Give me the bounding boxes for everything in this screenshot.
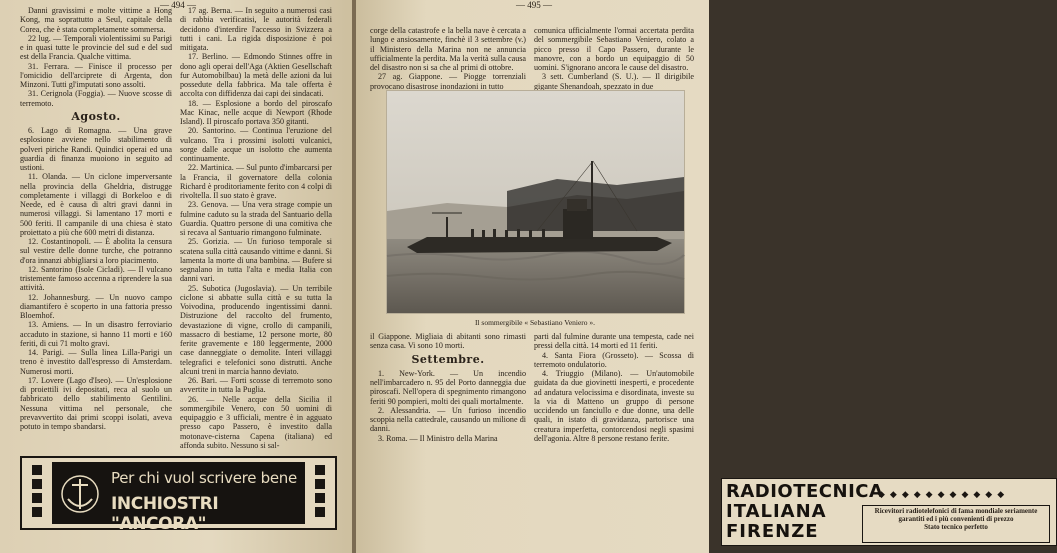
paragraph: 27 ag. Giappone. — Piogge torrenziali provocano disastrose inondazioni in tutto <box>370 72 526 91</box>
left-column-2 <box>180 6 332 450</box>
ad-description-2: Stato tecnico perfetto <box>924 523 988 531</box>
ancora-ink-advertisement <box>20 456 337 534</box>
left-page <box>0 0 352 553</box>
paragraph: 12. Santorino (Isole Cicladi). — Il vulcano tristemente famoso accenna a riprendere la sua attività. <box>20 264 172 293</box>
paragraph: 12. Costantinopoli. — È abolita la censura sul vestire delle donne turche, che potranno d'ora innanzi abbigliarsi a loro piacimento. <box>20 237 172 265</box>
ad-description: Ricevitori radiotelefonici di fama mondiale seriamente garantiti ed i più convenienti di prezzo <box>874 507 1038 523</box>
ad-brand-line-1: RADIOTECNICA <box>726 481 884 502</box>
paragraph: 22 lug. — Temporali violentissimi su Parigi e in quasi tutte le provincie del sud e del sud est della Francia. Qualche vittima. <box>20 33 172 62</box>
paragraph: corge della catastrofe e la bella nave è cercata a lungo e ansiosamente, finchè il 3 settembre (v.) il Ministero della Marina non ne annuncia ufficialmente la perdita. Ma la verità sulla causa del disastro non si sa che al primi di ottobre. <box>370 26 526 72</box>
ad-brand-line-3: FIRENZE <box>726 521 819 542</box>
left-column-1 <box>20 6 172 431</box>
paragraph: 17 ag. Berna. — In seguito a numerosi casi di rabbia verificatisi, le autorità federali decidono d'interdire l'accesso in Svizzera a tutti i cani. La rigida disposizione è poi mitigata. <box>180 6 332 52</box>
paragraph: 3 sett. Cumberland (S. U.). — Il dirigibile gigante Shenandoah, spezzato in due <box>534 72 694 91</box>
paragraph: 6. Lago di Romagna. — Una grave esplosione avviene nello stabilimento di polveri piriche Randi. Quindici operai ed una guardia di finanza muoiono in seguito ad ustioni. <box>20 126 172 172</box>
paragraph: 4. Santa Fiora (Grosseto). — Scossa di terremoto ondulatorio. <box>534 350 694 369</box>
ad-dots-decoration: ◆◆◆◆◆◆◆◆◆◆◆ <box>878 489 1010 499</box>
paragraph: 20. Santorino. — Continua l'eruzione del vulcano. Tra i prossimi isolotti vulcanici, sorge dalle acque un isolotto che aumenta continuamente. <box>180 126 332 163</box>
paragraph: 31. Ferrara. — Finisce il processo per l'omicidio dell'arciprete di Argenta, don Minzoni. Tutti gl'imputati sono assolti. <box>20 61 172 89</box>
ad-description-box <box>862 505 1050 543</box>
paragraph: il Giappone. Migliaia di abitanti sono rimasti senza casa. Vi sono 10 morti. <box>370 332 526 351</box>
paragraph: 13. Amiens. — In un disastro ferroviario accaduto in stazione, si hanno 11 morti e 160 feriti, di cui 71 molto gravi. <box>20 320 172 348</box>
ad-panel <box>52 462 305 534</box>
paragraph: 12. Johannesburg. — Un nuovo campo diamantifero è scoperto in una fattoria presso Bloemhof. <box>20 292 172 320</box>
ad-tagline: Per chi vuol scrivere bene <box>111 469 297 487</box>
paragraph: 25. Subotica (Jugoslavia). — Un terribile ciclone si abbatte sulla città e su tutta la Voivodina, producendo ingentissimi danni. Distruzione del raccolto del frumento, devastazione di vigne, crollo di campanili, massacro di bestiame, 12 persone morte, 80 ferite gravemente e 180 leggermente, 2000 case danneggiate o demolite. Interi villaggi telegrafici e telefonici sono distrutti. Anche alcuni treni in marcia hanno deviato. <box>180 283 332 376</box>
paragraph: 3. Roma. — Il Ministro della Marina <box>378 433 498 443</box>
paragraph: 26. — Nelle acque della Sicilia il sommergibile Venero, con 50 uomini di equipaggio e 3 ufficiali, mentre è in agguato presso capo Passero, è investito dalla motonave-cisterna Capena (italiana) ed affonda subito. Nessuno si sal- <box>180 394 332 450</box>
anchor-logo-icon <box>59 469 101 519</box>
right-column-2-bottom <box>534 332 694 443</box>
right-column-2-top <box>534 26 694 91</box>
paragraph: 17. Berlino. — Edmondo Stinnes offre in dono agli operai dell'Aga (Aktien Gesellschaft fur Automobilbau) la metà delle azioni da lui possedute della fabbrica. Ma tale offerta è accolta con diffidenza dai capi dei sindacati. <box>180 52 332 99</box>
ad-brand-line-2: ITALIANA <box>726 501 827 522</box>
paragraph: 2. Alessandria. — Un furioso incendio scoppia nella cattedrale, causando un milione di danni. <box>370 405 526 434</box>
paragraph: 31. Cerignola (Foggia). — Nuove scosse di terremoto. <box>20 89 172 108</box>
paragraph: 18. — Esplosione a bordo del piroscafo Mac Kinac, nelle acque di Newport (Rhode Island). Il piroscafo portava 350 gitanti. <box>180 98 332 126</box>
section-heading-settembre: Settembre. <box>411 352 485 366</box>
paragraph: Danni gravissimi e molte vittime a Hong Kong, ma soprattutto a Seul, capitale della Corea, che è stata completamente sommersa. <box>20 6 172 34</box>
photo-caption: Il sommergibile « Sebastiano Veniero ». <box>474 318 596 327</box>
left-page-number: — 494 — <box>160 0 196 10</box>
paragraph: parti dal fulmine durante una tempesta, cade nei pressi della città. 14 morti ed 11 feriti. <box>534 332 694 351</box>
right-column-1-bottom <box>370 332 526 443</box>
paragraph: 11. Olanda. — Un ciclone imperversante nella provincia della Gheldria, distrugge completamente i villaggi di Borkeloo e di Neede, ed è causa di altri gravi danni in numerosi villaggi. Si lamentano 17 morti e 500 feriti. Il campanile di una chiesa è stato proiettato a più che 600 metri di distanza. <box>20 172 172 237</box>
paragraph: 22. Martinica. — Sul punto d'imbarcarsi per la Francia, il governatore della colonia Richard è proditoriamente ferito con 4 colpi di rivoltella. Il suo stato è grave. <box>180 163 332 200</box>
right-page-number: — 495 — <box>516 0 552 10</box>
paragraph: 26. Bari. — Forti scosse di terremoto sono avvertite in tutta la Puglia. <box>180 376 332 395</box>
submarine-photograph <box>386 90 685 314</box>
section-heading-agosto: Agosto. <box>71 109 121 123</box>
right-column-1-top <box>370 26 526 91</box>
paragraph: 4. Triuggio (Milano). — Un'automobile guidata da due giovinetti inesperti, e procedente ad andatura velocissima e disordinata, investe su la via di Matteno un gruppo di persone uccidendo un fanciullo e due donne, una delle quali, in istato di gravidanza, partorisce una creatura imperfetta, contorcendosi negli spasimi dell'agonia. Altre 8 persone restano ferite. <box>534 369 694 443</box>
paragraph: 17. Lovere (Lago d'Iseo). — Un'esplosione di proiettili ivi depositati, reca al suolo un fabbricato dello stabilimento Gentilini. Nessuna vittima nel personale, che prevavvertito dai primi scoppi isolati, aveva potuto in tempo sbandarsi. <box>20 375 172 431</box>
paragraph: 25. Gorizia. — Un furioso temporale si scatena sulla città causando vittime e danni. Si lamenta la morte di una bambina. — Bufere si segnalano in tutta l'alta e media Italia con danni vari. <box>180 237 332 284</box>
radiotecnica-advertisement <box>721 478 1057 546</box>
paragraph: 1. New-York. — Un incendio nell'imbarcadero n. 95 del Porto danneggia due piroscafi. Nell'opera di spegnimento rimangono feriti 90 pompieri, molti dei quali mortalmente. <box>370 368 526 406</box>
ad-border-decoration <box>308 462 332 524</box>
paragraph: 14. Parigi. — Sulla linea Lilla-Parigi un treno è investito dall'espresso di Amsterdam. Numerosi morti. <box>20 348 172 376</box>
ad-brand: INCHIOSTRI "ANCORA" <box>111 494 219 534</box>
ad-border-decoration <box>25 462 49 524</box>
paragraph: comunica ufficialmente l'ormai accertata perdita del sommergibile Sebastiano Veniero, colato a picco presso il Capo Passero, durante le manovre, con a bordo un equipaggio di 50 uomini. S'ignorano ancora le cause del disastro. <box>534 26 694 72</box>
paragraph: 23. Genova. — Una vera strage compie un fulmine caduto su la strada del Santuario della Guardia. Quattro persone di una comitiva che si recava al Santuario rimangono fulminate. <box>180 200 332 237</box>
